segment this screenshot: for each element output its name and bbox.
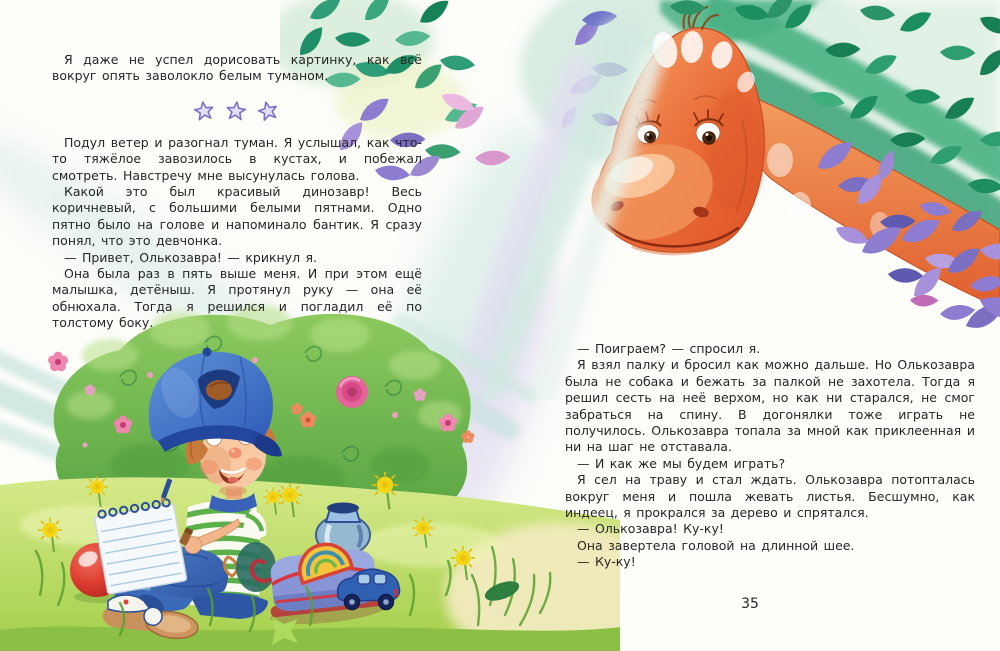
- paragraph: Какой это был красивый динозавр! Весь коричневый, с большими белыми пятнами. Одно пятно было на голове и напоминало бантик. Я сразу понял, что это девчонка.: [52, 184, 422, 249]
- dialogue-line: — Ку-ку!: [577, 554, 636, 570]
- dialogue-line: — Поиграем? — спросил я.: [577, 341, 761, 356]
- paragraph: Подул ветер и разогнал туман. Я услышал, как что-то тяжёлое завозилось в кустах, и побежал смотреть. Навстречу мне высунулась голова.: [52, 134, 422, 183]
- paragraph: Она была раз в пять выше меня. И при этом ещё малышка, детёныш. Я протянул руку — она её обнюхала. Тогда я решился и погладил её по толстому боку.: [52, 266, 422, 331]
- paragraph: Я взял палку и бросил как можно дальше. Но Олькозавра была не собака и бежать за палкой не захотела. Тогда я решил сесть на неё верхом, но как ни старался, не смог забраться на спину. В догонялки тоже играть не получилось. Олькозавра топала за мной как приклеенная и ни на шаг не отставала.: [565, 357, 975, 455]
- paragraph: Она завертела головой на длинной шее.: [577, 537, 855, 553]
- dialogue-line: — Привет, Олькозавра! — крикнул я.: [64, 249, 318, 265]
- paragraph: Я даже не успел дорисовать картинку, как всё вокруг опять заволокло белым туманом.: [52, 52, 422, 84]
- star-icon: [189, 100, 285, 122]
- cap-button: [203, 348, 212, 357]
- paragraph: Я сел на траву и стал ждать. Олькозавра потопталась вокруг меня и пошла жевать листья. Бесшумно, как индеец, я прокрался за дерево и спрятался.: [565, 472, 975, 521]
- page-number: 35: [741, 596, 759, 612]
- nose: [229, 448, 242, 459]
- boy-illustration: [0, 295, 620, 651]
- right-page-text: [565, 341, 975, 571]
- left-page-text: [52, 52, 422, 332]
- section-divider: [52, 100, 422, 122]
- dark-bundle: [236, 542, 276, 592]
- dialogue-line: — И как же мы будем играть?: [577, 455, 786, 471]
- rose-flower: [336, 376, 368, 408]
- dialogue-line: — Олькозавра! Ку-ку!: [577, 521, 724, 537]
